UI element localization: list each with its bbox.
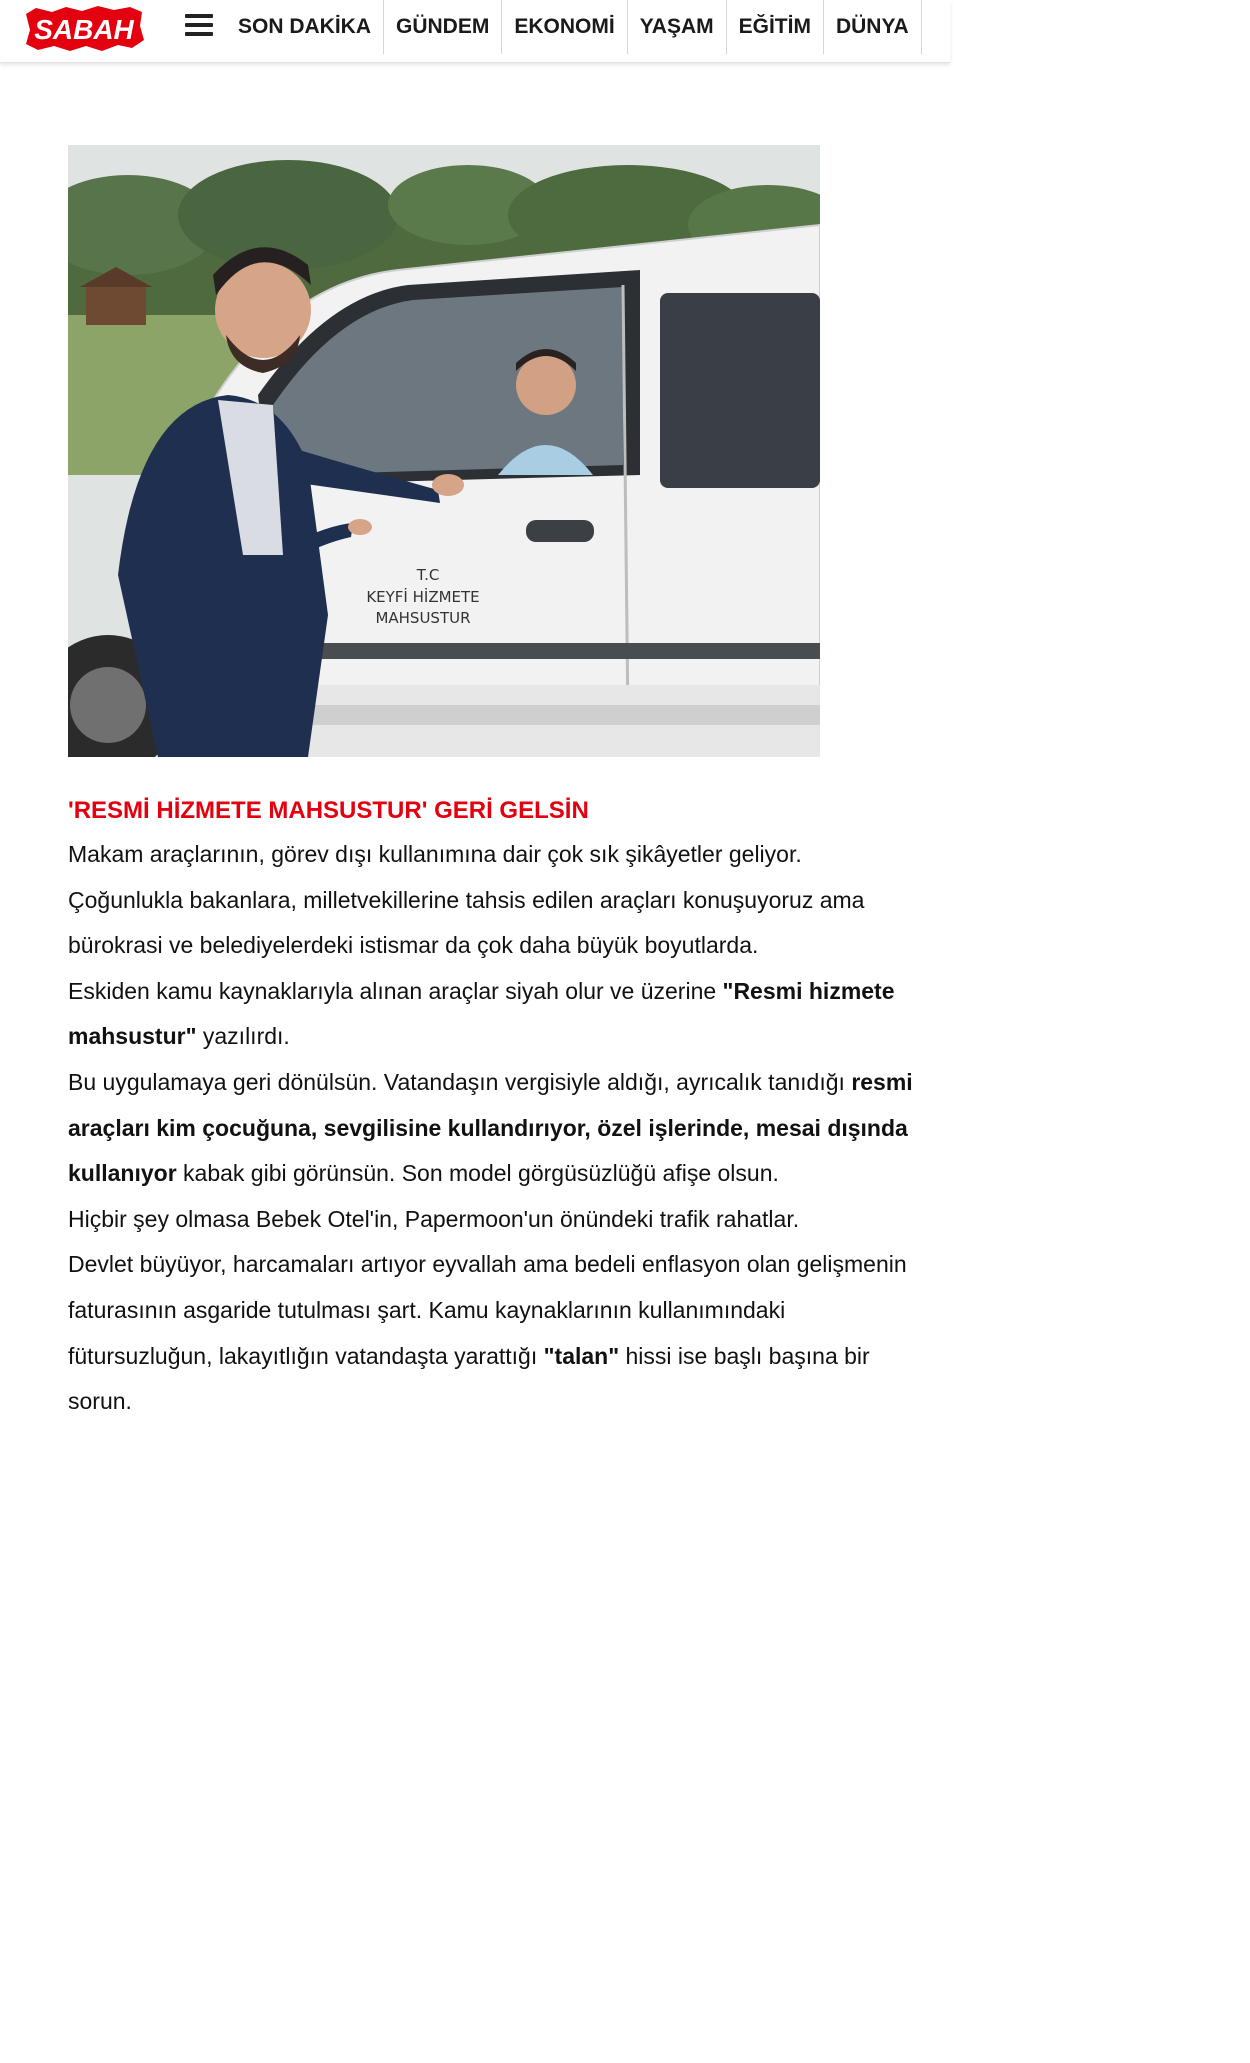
door-text-line-1: T.C bbox=[416, 566, 440, 584]
article-photo bbox=[68, 145, 820, 757]
nav-item-egitim[interactable]: EĞİTİM bbox=[727, 0, 824, 54]
nav-item-dunya[interactable]: DÜNYA bbox=[824, 0, 922, 54]
paragraph-3: Bu uygulamaya geri dönülsün. Vatandaşın vergisiyle aldığı, ayrıcalık tanıdığı resmi araçları kim çocuğuna, sevgilisine kullandırıyor, özel işlerinde, mesai dışında kullanıyor kabak gibi görünsün. Son model görgüsüzlüğü afişe olsun. bbox=[68, 1068, 913, 1187]
paragraph-4: Hiçbir şey olmasa Bebek Otel'in, Papermoon'un önündeki trafik rahatlar. bbox=[68, 1205, 800, 1232]
logo-text: SABAH bbox=[34, 14, 134, 45]
site-header bbox=[0, 0, 950, 63]
nav-item-yasam[interactable]: YAŞAM bbox=[628, 0, 727, 54]
nav-item-gundem[interactable]: GÜNDEM bbox=[384, 0, 502, 54]
article-body bbox=[68, 790, 918, 1425]
paragraph-1: Makam araçlarının, görev dışı kullanımına dair çok sık şikâyetler geliyor. Çoğunlukla bakanlara, milletvekillerine tahsis edilen araçları konuşuyoruz ama bürokrasi ve belediyelerdeki istismar da çok daha büyük boyutlarda. bbox=[68, 841, 865, 959]
nav-item-ekonomi[interactable]: EKONOMİ bbox=[502, 0, 627, 54]
door-text-line-2: KEYFİ HİZMETE bbox=[366, 588, 480, 606]
sabah-logo[interactable] bbox=[22, 4, 146, 54]
article-headline: 'RESMİ HİZMETE MAHSUSTUR' GERİ GELSİN bbox=[68, 797, 589, 824]
nav-item-son-dakika[interactable]: SON DAKİKA bbox=[226, 0, 384, 54]
paragraph-2: Eskiden kamu kaynaklarıyla alınan araçlar siyah olur ve üzerine "Resmi hizmete mahsustur" yazılırdı. bbox=[68, 977, 895, 1050]
door-text-line-3: MAHSUSTUR bbox=[375, 609, 471, 627]
main-nav bbox=[226, 0, 922, 54]
photo-illustration bbox=[68, 145, 820, 757]
paragraph-5: Devlet büyüyor, harcamaları artıyor eyvallah ama bedeli enflasyon olan gelişmenin faturasının asgaride tutulması şart. Kamu kaynaklarının kullanımındaki fütursuzluğun, lakayıtlığın vatandaşta yarattığı "talan" hissi ise başlı başına bir sorun. bbox=[68, 1251, 907, 1415]
menu-icon[interactable] bbox=[185, 14, 213, 40]
